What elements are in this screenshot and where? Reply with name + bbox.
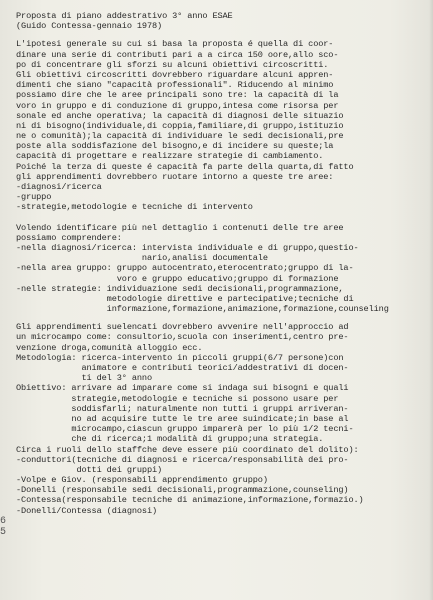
list-item: -strategie,metodologie e tecniche di intervento xyxy=(16,202,253,213)
text-line: ni di bisogno(individuale,di coppia,familiare,di gruppo,istituzio xyxy=(16,120,344,131)
staff-role-item: -Volpe e Giov. (responsabili apprendimento gruppo) xyxy=(16,475,268,486)
methodology-line: Metodologia: ricerca-intervento in piccoli gruppi(6/7 persone)con xyxy=(16,352,344,363)
text-line: sonale ed anche operativa; la capacità di diagnosi delle situazio xyxy=(16,110,344,121)
margin-mark: 6 5 xyxy=(0,516,7,538)
staff-roles-heading: Circa i ruoli dello staffche deve essere più coordinato del dolito): xyxy=(16,444,359,455)
areas-section xyxy=(16,223,426,315)
list-item-continuation: nario,analisi documentale xyxy=(16,253,268,264)
objective-line: no ad acquisire tutte le tre aree suindicate;in base al xyxy=(16,413,349,424)
text-line: L'ipotesi generale su cui si basa la proposta é quella di coor- xyxy=(16,39,334,50)
text-line: capacità di progettare e realizzare strategie di cambiamento. xyxy=(16,151,324,162)
list-item: -nelle strategie: individuazione sedi decisionali,programmazione, xyxy=(16,283,344,294)
text-line: voro in gruppo e di conduzione di gruppo,intesa come risorsa per xyxy=(16,100,339,111)
text-line: poste alla soddisfazione del bisogno,e di incidere su queste;la xyxy=(16,141,334,152)
text-line: Poiché la terza di queste é capacità fa parte della quarta,di fatto xyxy=(16,161,354,172)
document-author-date: (Guido Contessa-gennaio 1978) xyxy=(16,21,163,32)
staff-role-continuation: dotti dei gruppi) xyxy=(16,464,163,475)
list-item: -diagnosi/ricerca xyxy=(16,182,102,192)
staff-role-item: -Donelli (responsabile sedi decisionali,programmazione,counseling) xyxy=(16,485,349,496)
text-line: possiamo comprendere: xyxy=(16,232,122,243)
list-item: -nella area gruppo: gruppo autocentrato,eterocentrato;gruppo di la- xyxy=(16,263,354,274)
typewritten-document xyxy=(16,11,426,516)
objective-line: strategie,metodologie e tecniche si possono usare per xyxy=(16,393,339,404)
methodology-line: ti del 3° anno xyxy=(16,373,153,384)
staff-role-item: -conduttori(tecniche di diagnosi e ricerca/responsabilità dei pro- xyxy=(16,454,349,465)
list-item: -nella diagnosi/ricerca: intervista individuale e di gruppo,questio- xyxy=(16,242,359,253)
methodology-line: animatore e contributi teorici/addestrativi di docen- xyxy=(16,363,349,373)
text-line: Volendo identificare più nel dettaglio i contenuti delle tre aree xyxy=(16,222,344,233)
list-item-continuation: metodologie direttive e partecipative;tecniche di xyxy=(16,293,354,304)
objective-line: che di ricerca;1 modalità di gruppo;una strategia. xyxy=(16,434,324,445)
list-item-continuation: voro e gruppo educativo;gruppo di formazione xyxy=(16,273,339,284)
document-title: Proposta di piano addestrativo 3° anno ESAE xyxy=(16,11,233,21)
text-line: Gli obiettivi circoscritti dovrebbero riguardare alcuni appren- xyxy=(16,69,334,80)
text-line: Gli apprendimenti suelencati dovrebbero avvenire nell'approccio ad xyxy=(16,322,349,333)
text-line: possiamo dire che le aree principali sono tre: la capacità di la xyxy=(16,90,339,101)
text-line: un microcampo come: consultorio,scuola con inserimenti,centro pre- xyxy=(16,332,349,343)
text-line: gli apprendimenti dovrebbero ruotare intorno a queste tre aree: xyxy=(16,171,334,182)
page-edge-shadow xyxy=(429,0,433,600)
objective-line: Obiettivo: arrivare ad imparare come si indaga sui bisogni e quali xyxy=(16,383,349,394)
list-item-continuation: informazione,formazione,animazione,formazione,counseling xyxy=(16,304,389,315)
intro-paragraph xyxy=(16,39,426,212)
text-line: dimenti che siano "capacità professionali". Riducendo al minimo xyxy=(16,80,334,91)
list-item: -gruppo xyxy=(16,192,52,203)
objective-line: microcampo,ciascun gruppo imparerà per lo più 1/2 tecni- xyxy=(16,424,354,435)
text-line: po di concentrare gli sforzi su alcuni obiettivi circoscritti. xyxy=(16,59,329,70)
staff-role-item: -Donelli/Contessa (diagnosi) xyxy=(16,505,158,516)
text-line: ne o comunità);la capacità di individuare le sedi decisionali,pre xyxy=(16,131,344,142)
staff-role-item: -Contessa(responsabile tecniche di animazione,informazione,formazio.) xyxy=(16,495,364,506)
method-section xyxy=(16,322,426,516)
text-line: dinare una serie di contributi pari a a circa 150 oore,allo sco- xyxy=(16,49,339,60)
objective-line: soddisfarli; naturalmente non tutti i gruppi arriveran- xyxy=(16,403,349,414)
text-line: venzione droga,comunità alloggio ecc. xyxy=(16,342,203,353)
